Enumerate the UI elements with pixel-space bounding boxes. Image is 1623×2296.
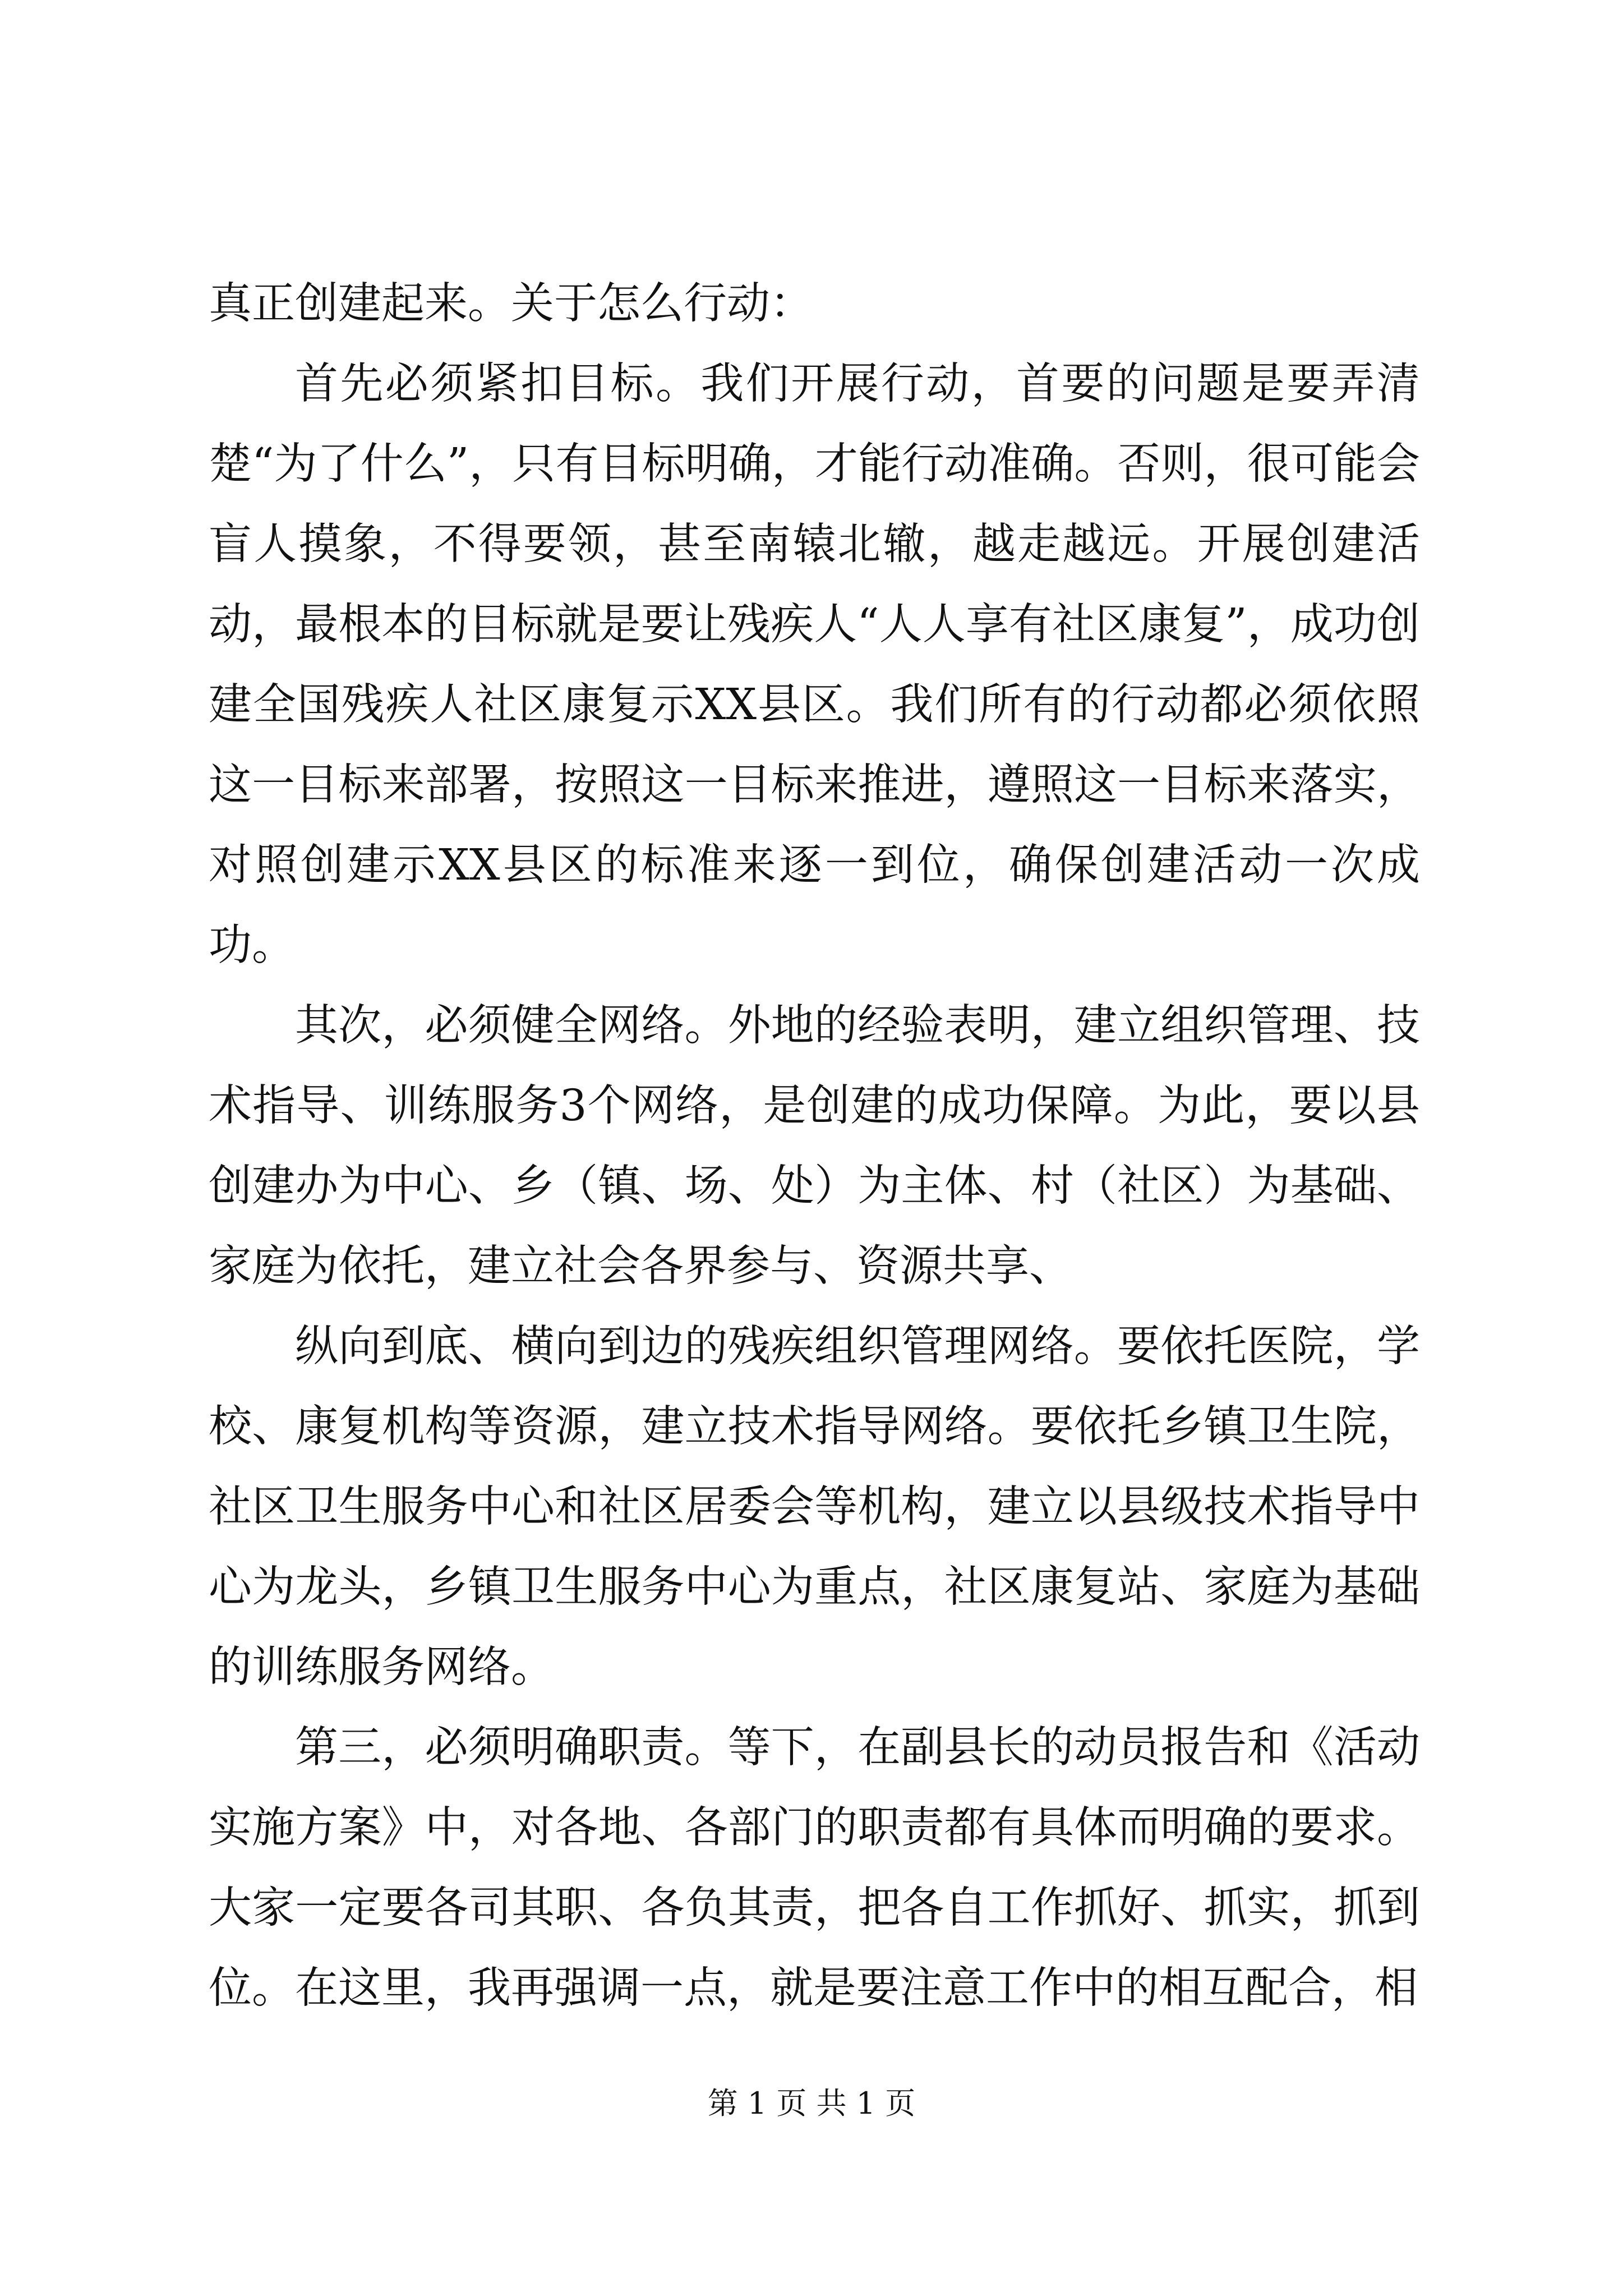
paragraph-continuation: 真正创建起来。关于怎么行动： (209, 279, 813, 329)
paragraph-network: 其次，必须健全网络。外地的经验表明，建立组织管理、技术指导、训练服务3个网络，是创建的成功保障。为此，要以县创建办为中心、乡（镇、场、处）为主体、村（社区）为基础、家庭为依托，建立社会各界参与、资源共享、 (209, 1001, 1420, 1291)
document-body (209, 264, 1420, 2028)
page-footer: 第 1 页 共 1 页 (707, 2086, 916, 2121)
paragraph-responsibility: 第三，必须明确职责。等下，在副县长的动员报告和《活动实施方案》中，对各地、各部门的职责都有具体而明确的要求。大家一定要各司其职、各负其责，把各自工作抓好、抓实，抓到位。在这里，我再强调一点，就是要注意工作中的相互配合，相 (209, 1723, 1420, 2013)
paragraph-network-detail: 纵向到底、横向到边的残疾组织管理网络。要依托医院，学校、康复机构等资源，建立技术指导网络。要依托乡镇卫生院，社区卫生服务中心和社区居委会等机构，建立以县级技术指导中心为龙头，乡镇卫生服务中心为重点，社区康复站、家庭为基础的训练服务网络。 (209, 1322, 1420, 1692)
paragraph-goal: 首先必须紧扣目标。我们开展行动，首要的问题是要弄清楚“为了什么”，只有目标明确，才能行动准确。否则，很可能会盲人摸象，不得要领，甚至南辕北辙，越走越远。开展创建活动，最根本的目标就是要让残疾人“人人享有社区康复”，成功创建全国残疾人社区康复示XX县区。我们所有的行动都必须依照这一目标来部署，按照这一目标来推进，遵照这一目标来落实，对照创建示XX县区的标准来逐一到位，确保创建活动一次成功。 (209, 359, 1420, 970)
